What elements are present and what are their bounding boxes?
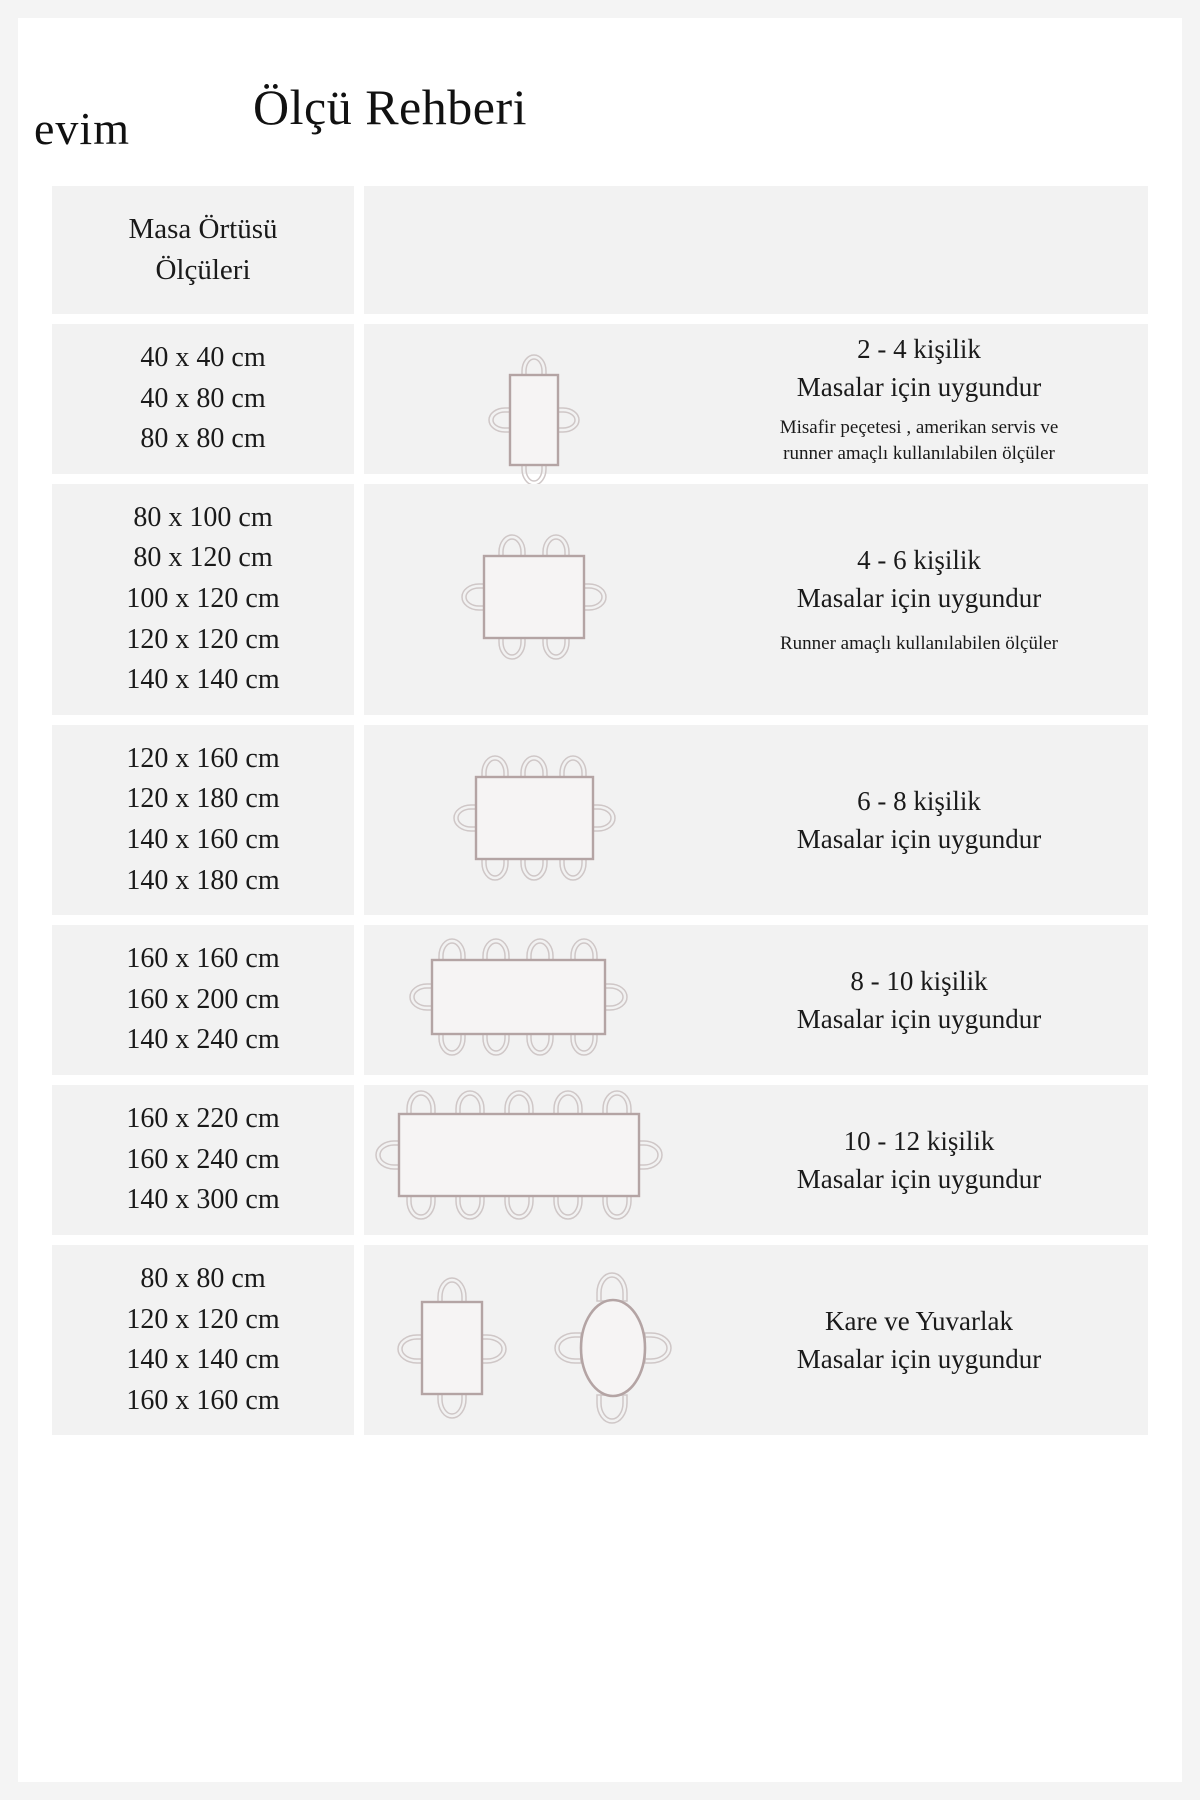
page-title: Ölçü Rehberi <box>253 79 527 135</box>
table-row <box>52 324 1148 474</box>
table-diagram-square-round <box>364 1265 704 1415</box>
description-text <box>704 782 1148 859</box>
size-value: 160 x 160 cm <box>126 943 280 975</box>
size-value: 40 x 80 cm <box>140 382 266 414</box>
size-list-cell <box>52 925 354 1075</box>
note-line-2: runner amaçlı kullanılabilen ölçüler <box>783 443 1055 465</box>
table-top <box>399 1114 639 1196</box>
table-diagram-2-4 <box>364 329 704 469</box>
size-value: 140 x 180 cm <box>126 864 280 896</box>
size-value: 120 x 120 cm <box>126 623 280 655</box>
capacity-label: 2 - 4 kişilik <box>857 333 981 364</box>
capacity-label: Kare ve Yuvarlak <box>825 1305 1013 1336</box>
suitable-label: Masalar için uygundur <box>796 1163 1042 1194</box>
size-guide-table <box>52 186 1148 1445</box>
table-diagram-8-10 <box>364 930 704 1070</box>
description-cell <box>364 725 1148 915</box>
table-top-square <box>422 1302 482 1394</box>
table-diagram-6-8 <box>364 745 704 895</box>
table-top <box>432 960 605 1034</box>
table-row <box>52 725 1148 915</box>
size-value: 160 x 240 cm <box>126 1143 280 1175</box>
table-diagram-10-12 <box>364 1085 704 1235</box>
size-list-cell <box>52 1085 354 1235</box>
size-value: 120 x 160 cm <box>126 742 280 774</box>
note-line-1: Runner amaçlı kullanılabilen ölçüler <box>779 633 1059 655</box>
size-value: 80 x 100 cm <box>133 501 273 533</box>
suitable-label: Masalar için uygundur <box>796 1344 1042 1375</box>
table-header-line-1: Masa Örtüsü <box>128 213 278 246</box>
table-row <box>52 1245 1148 1435</box>
suitable-label: Masalar için uygundur <box>796 582 1042 613</box>
size-list-cell <box>52 1245 354 1435</box>
size-value: 140 x 140 cm <box>126 1344 280 1376</box>
description-cell <box>364 1085 1148 1235</box>
description-text <box>704 541 1148 658</box>
note-line-1: Misafir peçetesi , amerikan servis ve <box>779 416 1059 438</box>
table-header-empty-cell <box>364 186 1148 314</box>
table-row <box>52 925 1148 1075</box>
description-text <box>704 1302 1148 1379</box>
square-table-diagram <box>386 1265 521 1415</box>
size-value: 140 x 240 cm <box>126 1024 280 1056</box>
size-value: 40 x 40 cm <box>140 342 266 373</box>
size-list-cell <box>52 324 354 474</box>
description-text <box>704 1122 1148 1199</box>
size-list-cell <box>52 725 354 915</box>
table-top <box>484 556 584 638</box>
size-value: 100 x 120 cm <box>126 582 280 614</box>
size-value: 80 x 80 cm <box>140 1262 266 1294</box>
table-top-round <box>581 1300 645 1396</box>
size-list-cell <box>52 484 354 715</box>
table-top <box>510 375 558 465</box>
size-value: 140 x 160 cm <box>126 823 280 855</box>
table-header-line-2: Ölçüleri <box>155 254 251 286</box>
capacity-label: 4 - 6 kişilik <box>857 544 981 575</box>
size-value: 140 x 300 cm <box>126 1184 280 1216</box>
size-value: 140 x 140 cm <box>126 664 280 696</box>
table-header-label-cell <box>52 186 354 314</box>
suitable-label: Masalar için uygundur <box>796 823 1042 854</box>
suitable-label: Masalar için uygundur <box>796 1004 1042 1035</box>
description-cell <box>364 925 1148 1075</box>
table-row <box>52 484 1148 715</box>
description-text <box>704 330 1148 468</box>
table-top <box>476 777 593 859</box>
description-cell <box>364 484 1148 715</box>
table-diagram-4-6 <box>364 524 704 674</box>
description-text <box>704 962 1148 1039</box>
table-row <box>52 1085 1148 1235</box>
description-cell <box>364 324 1148 474</box>
size-value: 80 x 80 cm <box>140 423 266 455</box>
description-cell <box>364 1245 1148 1435</box>
round-table-diagram <box>547 1265 682 1415</box>
size-value: 120 x 120 cm <box>126 1303 280 1335</box>
suitable-label: Masalar için uygundur <box>796 372 1042 403</box>
brand-logo: evim <box>34 103 130 154</box>
size-value: 160 x 160 cm <box>126 1384 280 1416</box>
size-value: 120 x 180 cm <box>126 783 280 815</box>
size-value: 80 x 120 cm <box>133 542 273 574</box>
capacity-label: 10 - 12 kişilik <box>843 1125 995 1156</box>
capacity-label: 8 - 10 kişilik <box>850 965 988 996</box>
table-header-row <box>52 186 1148 314</box>
page-header <box>18 18 1182 178</box>
size-value: 160 x 200 cm <box>126 983 280 1015</box>
measurement-guide-page <box>18 18 1182 1782</box>
size-value: 160 x 220 cm <box>126 1103 280 1135</box>
capacity-label: 6 - 8 kişilik <box>857 785 981 816</box>
